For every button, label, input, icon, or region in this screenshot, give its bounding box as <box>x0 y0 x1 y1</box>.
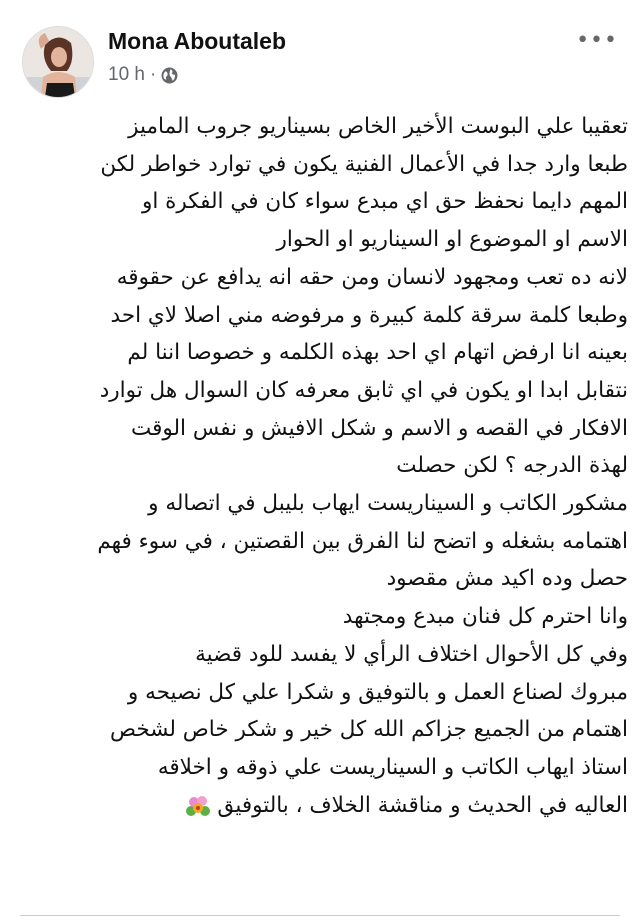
bouquet-icon <box>185 793 211 819</box>
avatar-photo <box>23 27 93 97</box>
post-meta <box>108 64 178 86</box>
avatar[interactable] <box>22 26 94 98</box>
author-name[interactable]: Mona Aboutaleb <box>108 28 287 54</box>
post-line: وطبعا كلمة سرقة كلمة كبيرة و مرفوضه مني اصلا لاي احد <box>110 302 628 328</box>
post-line-last <box>14 787 628 825</box>
post-time[interactable]: 10 h <box>108 64 145 85</box>
post-line: اهتمام من الجميع جزاكم الله كل خير و شكر خاص لشخص <box>110 717 628 743</box>
meta-separator: · <box>149 64 157 85</box>
post-line: لانه ده تعب ومجهود لانسان ومن حقه انه يدافع عن حقوقه <box>116 264 628 290</box>
post-line: طبعا وارد جدا في الأعمال الفنية يكون في توارد خواطر لكن <box>100 151 628 177</box>
post-line: وفي كل الأحوال اختلاف الرأي لا يفسد للود قضية <box>195 641 628 667</box>
post-line: لهذة الدرجه ؟ لكن حصلت <box>396 453 628 479</box>
more-options-button[interactable]: ••• <box>576 28 618 53</box>
post-line-text: العاليه في الحديث و مناقشة الخلاف ، بالتوفيق <box>217 792 628 818</box>
post-line: المهم دايما نحفظ حق اي مبدع سواء كان في الفكرة او <box>141 189 628 215</box>
post-line: استاذ ايهاب الكاتب و السيناريست علي ذوقه و اخلاقه <box>157 754 628 780</box>
divider <box>20 915 620 916</box>
post-line: تعقيبا علي البوست الأخير الخاص بسيناريو جروب الماميز <box>128 114 628 139</box>
post-line: حصل وده اكيد مش مقصود <box>386 566 628 592</box>
post-body <box>14 108 628 824</box>
post-line: نتقابل ابدا او يكون في اي ثابق معرفه كان السوال هل توارد <box>99 377 628 403</box>
post-line: الاسم او الموضوع او السيناريو او الحوار <box>276 227 628 253</box>
post-line: مشكور الكاتب و السيناريست ايهاب بليبل في اتصاله و <box>148 491 628 517</box>
post-line: مبروك لصناع العمل و بالتوفيق و شكرا علي كل نصيحه و <box>127 679 628 705</box>
post-line: بعينه انا ارفض اتهام اي احد بهذه الكلمه و خصوصا اننا لم <box>127 340 628 366</box>
post-line: اهتمامه بشغله و اتضح لنا الفرق بين القصتين ، في سوء فهم <box>97 528 628 554</box>
post-line: الافكار في القصه و الاسم و شكل الافيش و نفس الوقت <box>130 415 628 441</box>
globe-icon[interactable] <box>161 67 178 84</box>
post-line: وانا احترم كل فنان مبدع ومجتهد <box>342 604 628 630</box>
